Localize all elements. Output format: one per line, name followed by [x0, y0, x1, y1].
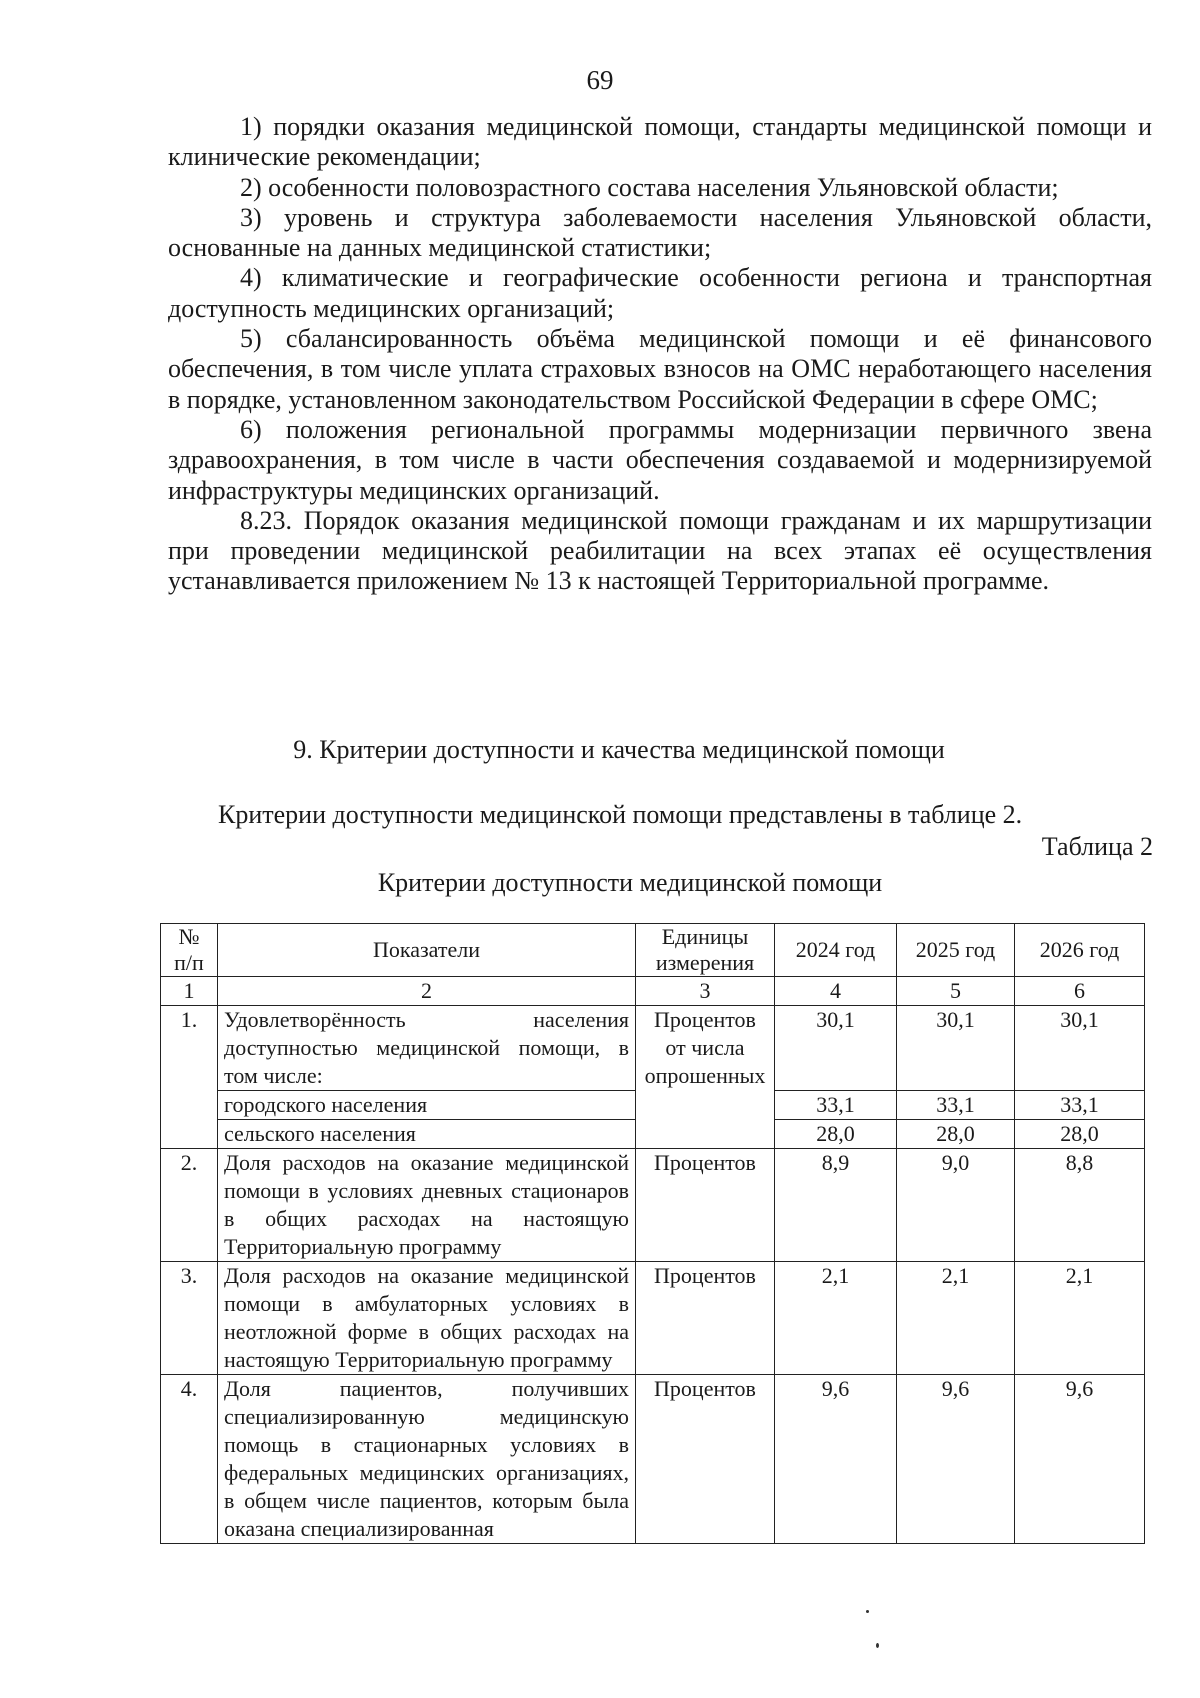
header-indicator: Показатели	[218, 924, 636, 977]
paragraph: 3) уровень и структура заболеваемости населения Ульяновской области, основанные на данных медицинской статистики;	[168, 202, 1152, 263]
col-number: 4	[775, 977, 897, 1006]
table-row	[161, 1262, 1145, 1375]
table-number: Таблица 2	[1041, 832, 1153, 861]
row-units: Процентов от числа опрошенных	[636, 1006, 775, 1149]
table-title: Критерии доступности медицинской помощи	[377, 868, 883, 897]
row-indicator: городского населения	[218, 1091, 636, 1120]
value-2026: 9,6	[1015, 1375, 1145, 1544]
row-num: 4.	[161, 1375, 218, 1544]
row-indicator: Удовлетворённость населения доступностью медицинской помощи, в том числе:	[218, 1006, 636, 1091]
row-units: Процентов	[636, 1262, 775, 1375]
header-num: № п/п	[161, 924, 218, 977]
value-2024: 9,6	[775, 1375, 897, 1544]
value-2024: 28,0	[775, 1120, 897, 1149]
paragraph: 1) порядки оказания медицинской помощи, стандарты медицинской помощи и клинические рекомендации;	[168, 112, 1152, 172]
scan-speck	[876, 1643, 879, 1648]
criteria-table	[160, 923, 1145, 1544]
header-units: Единицы измерения	[636, 924, 775, 977]
value-2026: 33,1	[1015, 1091, 1145, 1120]
table-row	[161, 1006, 1145, 1091]
row-num: 2.	[161, 1149, 218, 1262]
header-2025: 2025 год	[897, 924, 1015, 977]
col-number: 1	[161, 977, 218, 1006]
intro-text: Критерии доступности медицинской помощи представлены в таблице 2.	[218, 800, 1023, 829]
value-2026: 2,1	[1015, 1262, 1145, 1375]
value-2024: 2,1	[775, 1262, 897, 1375]
row-indicator: Доля пациентов, получивших специализированную медицинскую помощь в стационарных условиях в федеральных медицинских организациях, в общем числе пациентов, которым была оказана специализированная	[218, 1375, 636, 1544]
paragraph: 2) особенности половозрастного состава населения Ульяновской области;	[240, 172, 1059, 202]
value-2025: 9,0	[897, 1149, 1015, 1262]
value-2025: 9,6	[897, 1375, 1015, 1544]
col-number: 3	[636, 977, 775, 1006]
value-2026: 30,1	[1015, 1006, 1145, 1091]
paragraph: 5) сбалансированность объёма медицинской помощи и её финансового обеспечения, в том числе уплата страховых взносов на ОМС неработающего населения в порядке, установленном законодательством Российской Федерации в сфере ОМС;	[168, 324, 1152, 414]
value-2024: 33,1	[775, 1091, 897, 1120]
header-2026: 2026 год	[1015, 924, 1145, 977]
paragraph: 8.23. Порядок оказания медицинской помощи гражданам и их маршрутизации при проведении медицинской реабилитации на всех этапах её осуществления устанавливается приложением № 13 к настоящей Территориальной программе.	[168, 505, 1152, 596]
col-number: 6	[1015, 977, 1145, 1006]
row-units: Процентов	[636, 1149, 775, 1262]
row-indicator: Доля расходов на оказание медицинской помощи в амбулаторных условиях в неотложной форме в общих расходах на настоящую Территориальную программу	[218, 1262, 636, 1375]
value-2025: 33,1	[897, 1091, 1015, 1120]
table-row	[161, 1375, 1145, 1544]
col-number: 2	[218, 977, 636, 1006]
row-units: Процентов	[636, 1375, 775, 1544]
value-2025: 28,0	[897, 1120, 1015, 1149]
table-row	[161, 1149, 1145, 1262]
section-heading: 9. Критерии доступности и качества медицинской помощи	[293, 735, 945, 764]
table-header-row	[161, 924, 1145, 977]
page-number: 69	[586, 65, 614, 95]
row-indicator: Доля расходов на оказание медицинской помощи в условиях дневных стационаров в общих расходах на настоящую Территориальную программу	[218, 1149, 636, 1262]
value-2025: 30,1	[897, 1006, 1015, 1091]
header-2024: 2024 год	[775, 924, 897, 977]
row-num: 3.	[161, 1262, 218, 1375]
column-number-row	[161, 977, 1145, 1006]
value-2024: 8,9	[775, 1149, 897, 1262]
value-2025: 2,1	[897, 1262, 1015, 1375]
paragraph: 4) климатические и географические особенности региона и транспортная доступность медицинских организаций;	[168, 263, 1152, 323]
row-num: 1.	[161, 1006, 218, 1149]
value-2024: 30,1	[775, 1006, 897, 1091]
body-text	[168, 112, 1152, 597]
value-2026: 8,8	[1015, 1149, 1145, 1262]
scan-speck	[866, 1610, 869, 1613]
col-number: 5	[897, 977, 1015, 1006]
row-indicator: сельского населения	[218, 1120, 636, 1149]
paragraph: 6) положения региональной программы модернизации первичного звена здравоохранения, в том числе в части обеспечения создаваемой и модернизируемой инфраструктуры медицинских организаций.	[168, 414, 1152, 505]
value-2026: 28,0	[1015, 1120, 1145, 1149]
